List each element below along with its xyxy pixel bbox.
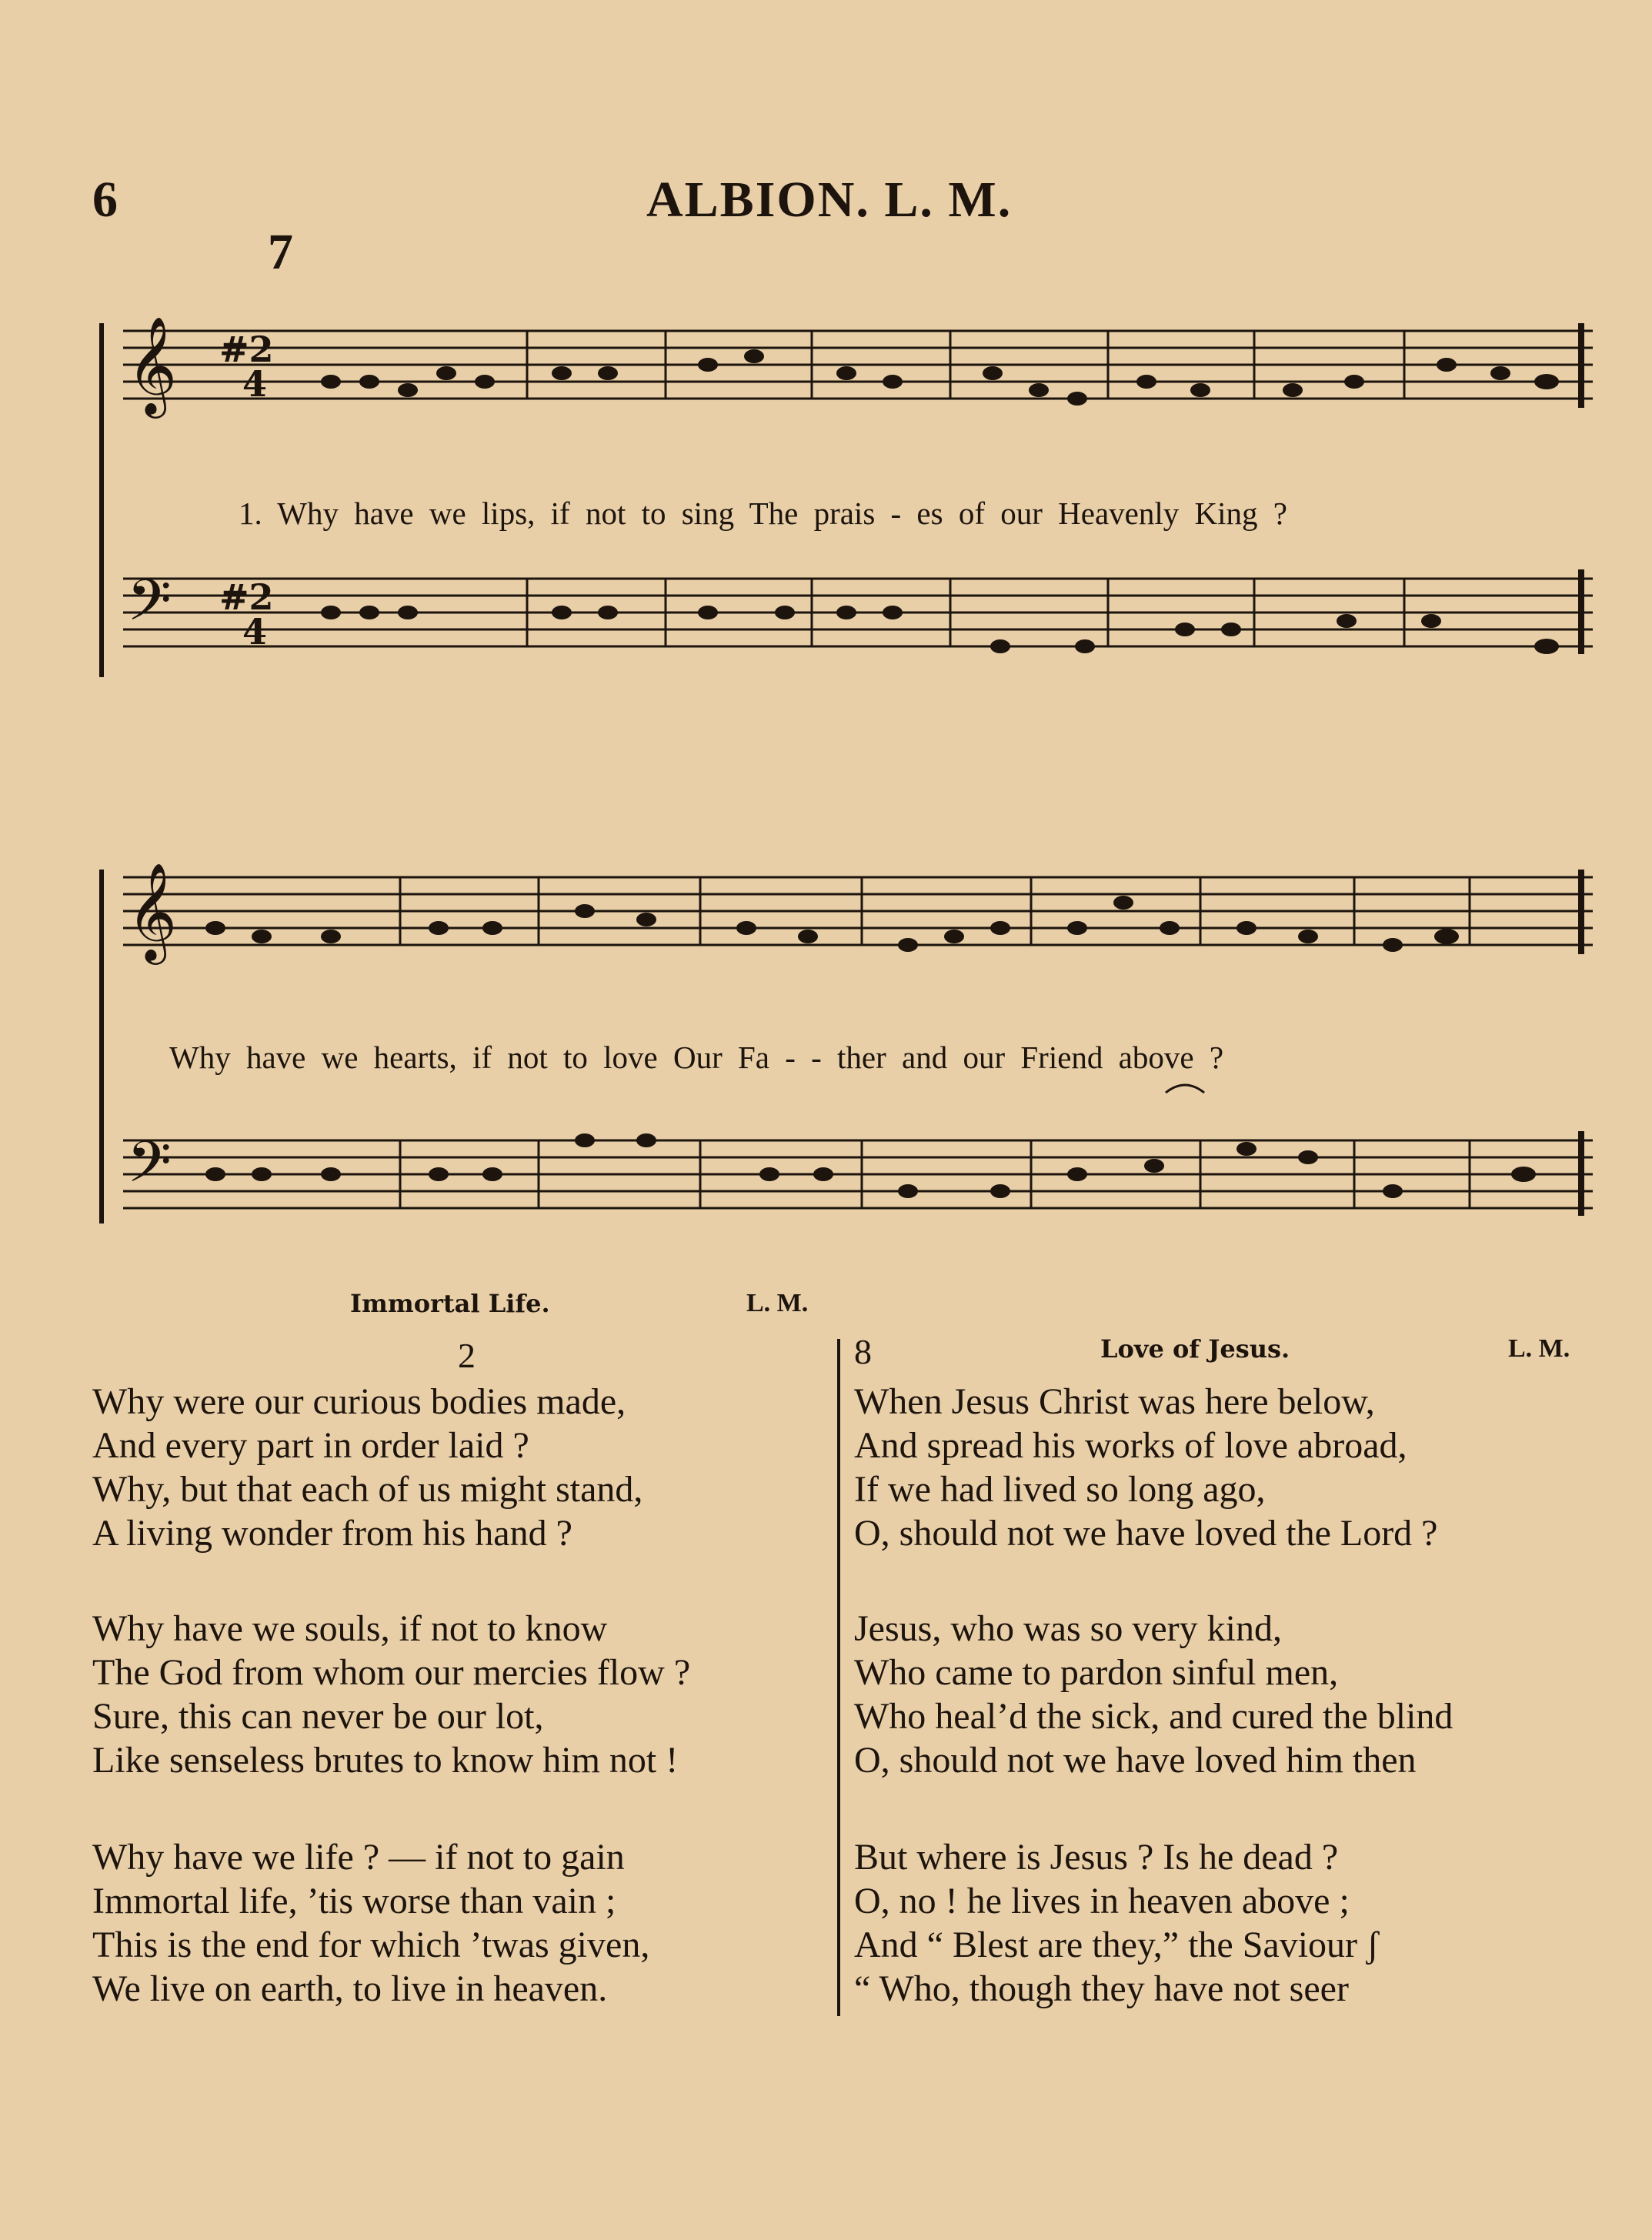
verse-line: And “ Blest are they,” the Saviour ʃ bbox=[854, 1925, 1380, 1965]
svg-text:𝄢: 𝄢 bbox=[127, 567, 172, 648]
verse-line: Who came to pardon sinful men, bbox=[854, 1652, 1339, 1693]
verse-line: The God from whom our mercies flow ? bbox=[92, 1652, 691, 1693]
verse-line: When Jesus Christ was here below, bbox=[854, 1381, 1375, 1422]
verse-line: Like senseless brutes to know him not ! bbox=[92, 1740, 679, 1781]
column-divider bbox=[837, 1339, 840, 2016]
lyrics-line-1: 1. Why have we lips, if not to sing The prais - es of our Heavenly King ? bbox=[239, 496, 1287, 531]
verse-line: But where is Jesus ? Is he dead ? bbox=[854, 1837, 1339, 1878]
hymn-meter: L. M. bbox=[1508, 1334, 1570, 1363]
stanza bbox=[854, 1380, 1437, 1555]
stanza bbox=[92, 1607, 690, 1782]
verse-line: Sure, this can never be our lot, bbox=[92, 1696, 544, 1737]
verse-line: We live on earth, to live in heaven. bbox=[92, 1968, 608, 2009]
stanza bbox=[92, 1380, 642, 1555]
svg-text:𝄞: 𝄞 bbox=[127, 862, 178, 960]
hymn-immortal-life bbox=[92, 1289, 831, 2028]
hymn-number: 7 bbox=[268, 224, 293, 280]
svg-text:4: 4 bbox=[242, 611, 268, 653]
verse-line: O, should not we have loved the Lord ? bbox=[854, 1513, 1438, 1554]
lyrics-line-2: Why have we hearts, if not to love Our Fa - - ther and our Friend above ? bbox=[169, 1040, 1224, 1075]
verse-line: Who heal’d the sick, and cured the blind bbox=[854, 1696, 1453, 1737]
hymn-title: Love of Jesus. bbox=[1100, 1334, 1290, 1364]
music-system-2 bbox=[92, 854, 1600, 1254]
verse-line: If we had lived so long ago, bbox=[854, 1469, 1266, 1510]
svg-text:𝄞: 𝄞 bbox=[127, 315, 178, 414]
verse-line: Why have we life ? — if not to gain bbox=[92, 1837, 625, 1878]
verse-line: Why have we souls, if not to know bbox=[92, 1608, 608, 1649]
verse-line: O, should not we have loved him then bbox=[854, 1740, 1417, 1781]
stanza bbox=[854, 1835, 1379, 2011]
verse-line: O, no ! he lives in heaven above ; bbox=[854, 1881, 1350, 1921]
svg-text:𝄢: 𝄢 bbox=[127, 1129, 172, 1210]
verse-line: Why, but that each of us might stand, bbox=[92, 1469, 643, 1510]
hymn-meter: L. M. bbox=[746, 1289, 809, 1317]
hymn-number: 2 bbox=[458, 1336, 476, 1375]
stanza bbox=[854, 1607, 1453, 1782]
tune-title: ALBION. L. M. bbox=[646, 172, 1013, 228]
page-number: 6 bbox=[92, 172, 118, 228]
verse-line: And every part in order laid ? bbox=[92, 1425, 529, 1466]
hymn-title: Immortal Life. bbox=[350, 1289, 550, 1318]
hymn-love-of-jesus bbox=[854, 1331, 1624, 2024]
stanza bbox=[92, 1835, 649, 2011]
music-system-1 bbox=[92, 308, 1600, 708]
verse-line: “ Who, though they have not seer bbox=[854, 1968, 1349, 2009]
svg-text:#2: #2 bbox=[219, 576, 274, 618]
verse-line: Immortal life, ’tis worse than vain ; bbox=[92, 1881, 616, 1921]
verse-line: Why were our curious bodies made, bbox=[92, 1381, 626, 1422]
svg-text:#2: #2 bbox=[219, 329, 274, 370]
verse-line: This is the end for which ’twas given, bbox=[92, 1925, 650, 1965]
verse-line: And spread his works of love abroad, bbox=[854, 1425, 1407, 1466]
hymn-number: 8 bbox=[854, 1332, 872, 1371]
svg-text:4: 4 bbox=[242, 363, 268, 405]
verse-line: Jesus, who was so very kind, bbox=[854, 1608, 1282, 1649]
verse-line: A living wonder from his hand ? bbox=[92, 1513, 572, 1554]
